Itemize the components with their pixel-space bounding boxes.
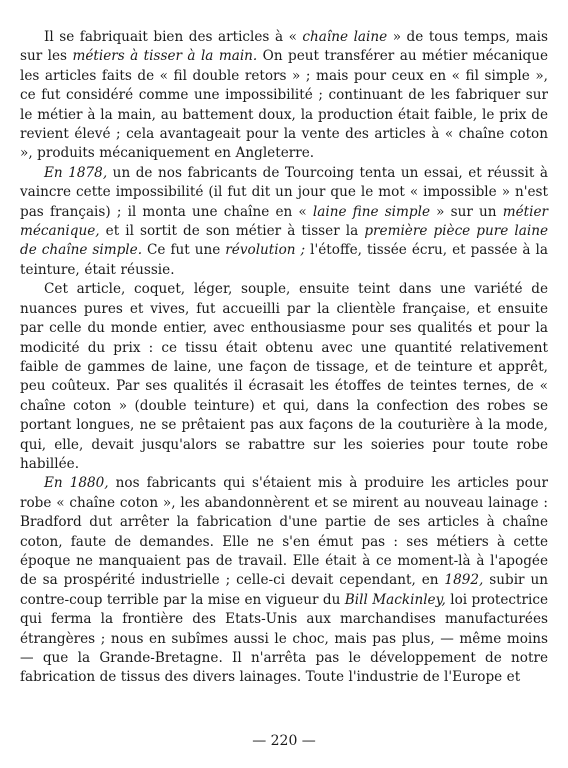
italic-text: laine fine simple: [312, 203, 430, 220]
text-run: On peut transférer au métier mécanique les articles faits de « fil double retors » ; mais pour ceux en « fil simple », ce fut considéré comme une impossibilité ; continuant de les fabriquer sur le métier à la main, au battement doux, la production était faible, le prix de revient élevé ; cela avantageait pour la vente des articles à « chaîne coton », produits mécaniquement en Angleterre.: [20, 48, 548, 162]
text-run: Cet article, coquet, léger, souple, ensuite teint dans une variété de nuances pures et vives, fut accueilli par la clientèle française, et ensuite par celle du monde entier, avec enthousiasme pour ses qualités et pour la modicité du prix : ce tissu était obtenu avec une quantité relativement faible de gammes de laine, une façon de tissage, et de teinture et apprêt, peu coûteux. Par ses qualités il écrasait les étoffes de teintes ternes, de « chaîne coton » (double teinture) et qui, dans la confection des robes se portant longues, ne se prêtaient pas aux façons de la couturière à la mode, qui, elle, devait jusqu'alors se rabattre sur les soieries pour toute robe habillée.: [20, 281, 548, 472]
text-run: » sur un: [430, 203, 503, 220]
italic-text: chaîne laine: [302, 29, 388, 45]
italic-text: métier mécanique,: [20, 203, 548, 240]
italic-text: Bill Mackinley,: [344, 591, 446, 608]
italic-text: première pièce pure laine de chaîne simple.: [20, 223, 548, 259]
italic-text: En 1880,: [44, 475, 109, 492]
text-run: Ce fut une: [142, 242, 226, 259]
italic-text: 1892,: [444, 572, 484, 589]
text-run: un de nos fabricants de Tourcoing tenta un essai, et réussit à vaincre cette impossibilité (il fut dit un jour que le mot « impossible » n'est pas français) ; il monta une chaîne en «: [20, 164, 548, 220]
text-run: Il se fabriquait bien des articles à «: [44, 29, 303, 45]
paragraph-2: [20, 164, 548, 280]
paragraph-1: [20, 28, 548, 164]
italic-text: métiers à tisser à la main.: [72, 48, 258, 65]
text-run: l'étoffe, tissée écru, et passée à la teinture, était réussie.: [20, 242, 548, 278]
page-body: [20, 28, 548, 688]
text-run: subir un contre-coup terrible par la mise en vigueur du: [20, 572, 548, 608]
text-run: » de tous temps, mais sur les: [20, 29, 548, 65]
paragraph-3: [20, 280, 548, 474]
page-number: — 220 —: [252, 733, 316, 749]
paragraph-4: [20, 474, 548, 687]
text-run: et il sortit de son métier à tisser la: [99, 223, 365, 240]
text-run: nos fabricants qui s'étaient mis à produire les articles pour robe « chaîne coton », les abandonnèrent et se mirent au nouveau lainage : Bradford dut arrêter la fabrication d'une partie de ses articles à chaîne coton, faute de demandes. Elle ne s'en émut pas : ses métiers à cette époque ne manquaient pas de travail. Elle était à ce moment-là à l'apogée de sa prospérité industrielle ; celle-ci devait cependant, en: [20, 475, 549, 589]
italic-text: En 1878,: [44, 164, 108, 181]
text-run: loi protectrice qui ferma la frontière des Etats-Unis aux marchandises manufacturées étrangères ; nous en subîmes aussi le choc, mais pas plus, — même moins — que la Grande-Bretagne. Il n'arrêta pas le développement de notre fabrication de tissus des divers lainages. Toute l'industrie de l'Europe et: [20, 591, 549, 686]
italic-text: révolution ;: [225, 242, 306, 259]
